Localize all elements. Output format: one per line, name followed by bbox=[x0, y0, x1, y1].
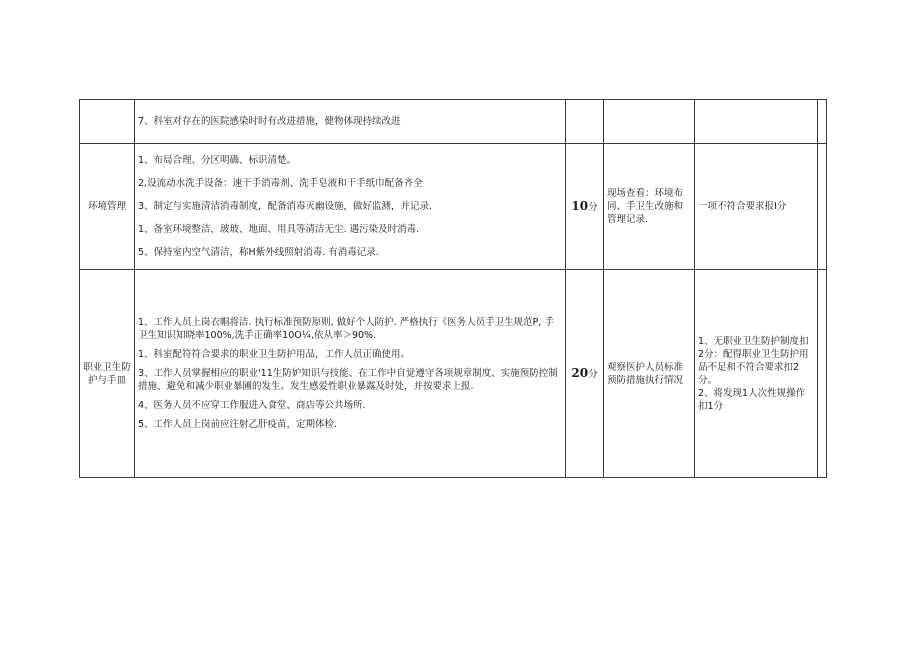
requirement-item: 7、科室对存在的医院感染时时有改进措施，健物体现持续改进 bbox=[138, 116, 401, 127]
method-cell: 观察医护人员标准预防措施执行情况 bbox=[604, 270, 695, 478]
deduction-cell bbox=[695, 144, 818, 270]
requirement-item: 1、备室环境整洁，玻玻、地面、用具等清洁无尘. 遇污染及时消毒. bbox=[138, 224, 420, 235]
inspection-table bbox=[79, 99, 827, 478]
deduction-item: 一项不符合要求报I分 bbox=[698, 201, 787, 212]
requirement-item: 1、布局合理、分区明确、标识清楚。 bbox=[138, 155, 297, 166]
table-row bbox=[80, 144, 827, 270]
spare-cell bbox=[818, 144, 827, 270]
score-cell bbox=[566, 100, 604, 144]
method-cell bbox=[604, 100, 695, 144]
requirement-item: 3、制定与实施清洁消毒制度，配备消毒灭幽设施，做好监测，并记录. bbox=[138, 201, 433, 212]
requirement-item: 1、工作人员上岗衣帽将洁. 执行标准预防原则, 做好个人防护. 严格执行《医务人员手卫生规范P, 手卫生知识知晓率100%,洗手正确率10O¼,依从率＞90%. bbox=[138, 317, 554, 341]
score-cell bbox=[566, 144, 604, 270]
method-cell: 现场查看：环境布同、手卫生改施和管理记录. bbox=[604, 144, 695, 270]
requirement-item: 5、工作人员上岗前应注射乙肝疫苗，定期体检. bbox=[138, 419, 338, 430]
requirement-item: 5、保持室内空气清洁，称H紫外线照射消毒. 有消毒记录. bbox=[138, 247, 379, 258]
requirement-item: 1、科室配符符合要求的职业卫生防护用品，工作人员正确使用。 bbox=[138, 349, 411, 360]
score-cell bbox=[566, 270, 604, 478]
deduction-item: 1、无职业卫生防护制度扣2分：配得职业卫生防护用品不足和不符合要求扣2分。 bbox=[698, 335, 809, 386]
category-cell: 职业卫生防护与手皿 bbox=[80, 270, 135, 478]
score-value: 10 bbox=[571, 198, 589, 213]
category-cell: 环境管理 bbox=[80, 144, 135, 270]
deduction-item: 2、将发现1人次性规操作扣1分 bbox=[698, 387, 806, 412]
score-value: 20 bbox=[571, 365, 589, 380]
score-unit: 分 bbox=[588, 201, 598, 213]
score-unit: 分 bbox=[588, 368, 598, 380]
deduction-cell bbox=[695, 100, 818, 144]
requirement-item: 2,设流动水洗手设备：速干手消毒剂、洗手皂液和干手纸巾配备齐全 bbox=[138, 178, 423, 189]
requirement-item: 4、医务人员不应穿工作服进入食堂、商店等公共场所. bbox=[138, 400, 366, 411]
spare-cell bbox=[818, 270, 827, 478]
table-row bbox=[80, 270, 827, 478]
spare-cell bbox=[818, 100, 827, 144]
requirement-cell bbox=[135, 100, 566, 144]
requirement-item: 3、工作人员掌握相应的职业'11生防妒知识与技能、在工作中自觉遵守各项规章制度、实施预防控制措施、避免和减少职业暴圃的发生。发生感爱性职业暴露及时处，并按要求上报. bbox=[138, 368, 558, 392]
requirement-cell bbox=[135, 144, 566, 270]
category-cell bbox=[80, 100, 135, 144]
table-row bbox=[80, 100, 827, 144]
requirement-cell bbox=[135, 270, 566, 478]
deduction-cell bbox=[695, 270, 818, 478]
